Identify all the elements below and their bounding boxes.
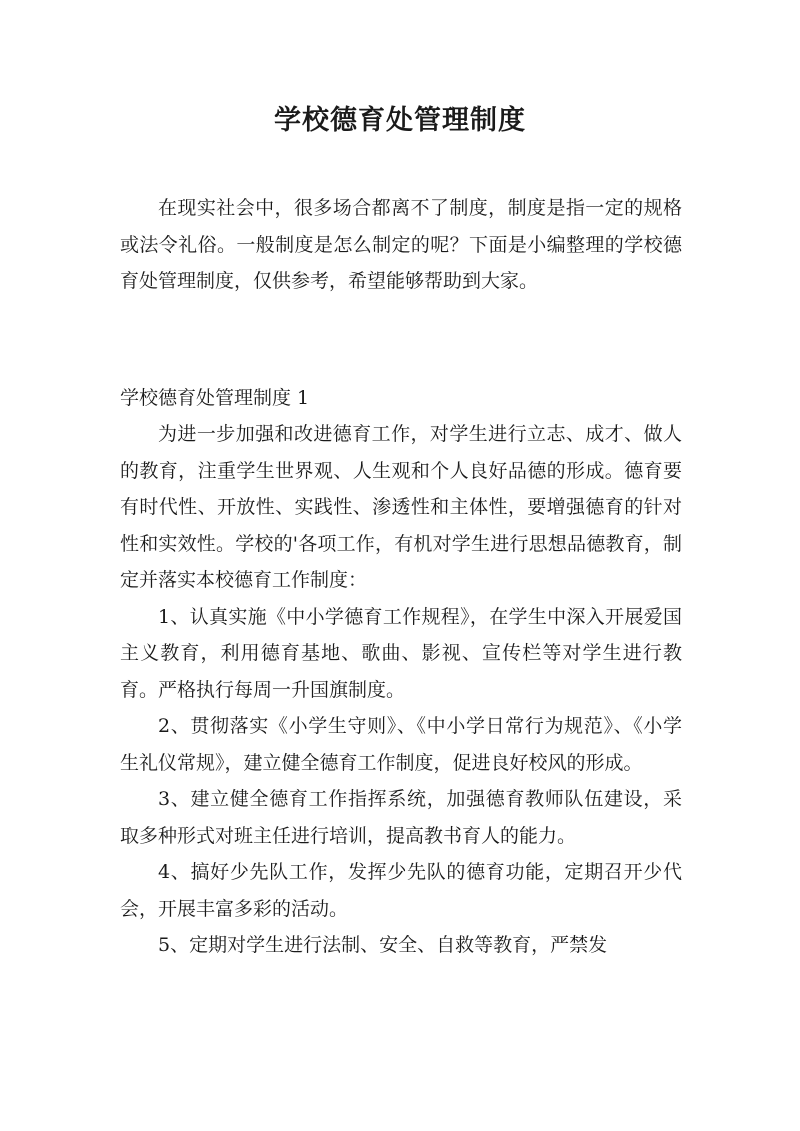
paragraph: 1、认真实施《中小学德育工作规程》，在学生中深入开展爱国主义教育，利用德育基地、歌曲、影视、宣传栏等对学生进行教育。严格执行每周一升国旗制度。: [120, 605, 682, 701]
intro-paragraph: 在现实社会中，很多场合都离不了制度，制度是指一定的规格或法令礼俗。一般制度是怎么制定的呢？下面是小编整理的学校德育处管理制度，仅供参考，希望能够帮助到大家。: [120, 197, 682, 292]
paragraph: 3、建立健全德育工作指挥系统，加强德育教师队伍建设，采取多种形式对班主任进行培训，提高教书育人的能力。: [120, 788, 682, 847]
paragraph: 为进一步加强和改进德育工作，对学生进行立志、成才、做人的教育，注重学生世界观、人生观和个人良好品德的形成。德育要有时代性、开放性、实践性、渗透性和主体性，要增强德育的针对性和实效性。学校的'各项工作，有机对学生进行思想品德教育，制定并落实本校德育工作制度：: [120, 423, 682, 591]
paragraph: 4、搞好少先队工作，发挥少先队的德育功能，定期召开少代会，开展丰富多彩的活动。: [120, 861, 682, 920]
paragraph: 5、定期对学生进行法制、安全、自救等教育，严禁发: [158, 934, 608, 956]
document-title: 学校德育处管理制度: [274, 105, 526, 136]
section-body: [120, 416, 682, 964]
section-heading: 学校德育处管理制度 1: [120, 387, 310, 409]
paragraph: 2、贯彻落实《小学生守则》、《中小学日常行为规范》、《小学生礼仪常规》，建立健全德育工作制度，促进良好校风的形成。: [120, 715, 682, 774]
